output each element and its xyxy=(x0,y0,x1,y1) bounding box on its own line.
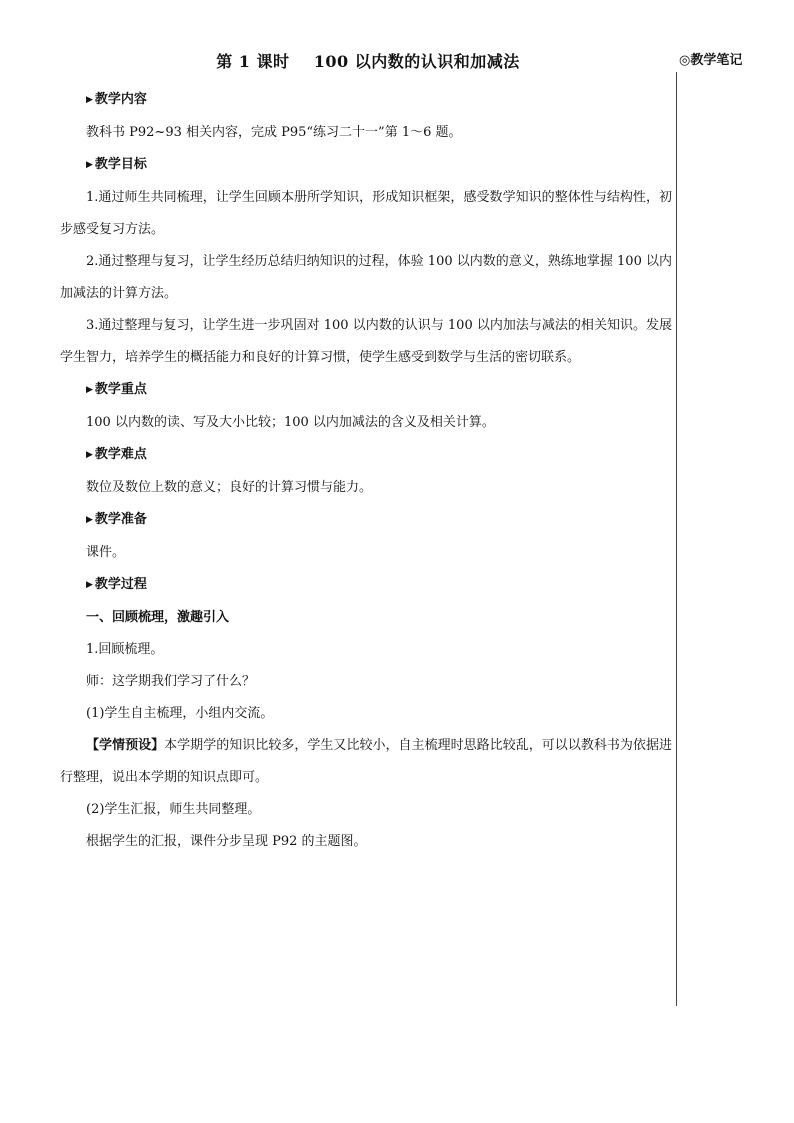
sub-step-1: (1)学生自主梳理，小组内交流。 xyxy=(86,706,274,721)
heading-teaching-content xyxy=(60,84,672,117)
key-points-text: 100 以内数的读、写及大小比较；100 以内加减法的含义及相关计算。 xyxy=(86,415,495,430)
notes-divider xyxy=(676,72,677,1006)
heading-label: 教学目标 xyxy=(94,157,147,172)
preset-tag: 【学情预设】 xyxy=(86,738,165,753)
teaching-content-text: 教科书 P92~93 相关内容，完成 P95“练习二十一”第 1～6 题。 xyxy=(86,125,462,140)
triangle-bullet-icon: ▶ xyxy=(86,580,93,590)
heading-preparation xyxy=(60,504,672,537)
goal-2: 2.通过整理与复习，让学生经历总结归纳知识的过程，体验 100 以内数的意义，熟练地掌握 100 以内加减法的计算方法。 xyxy=(60,254,672,301)
triangle-bullet-icon: ▶ xyxy=(86,160,93,170)
difficulties-text: 数位及数位上数的意义；良好的计算习惯与能力。 xyxy=(86,480,373,495)
triangle-bullet-icon: ▶ xyxy=(86,450,93,460)
teaching-notes-label: ◎教学笔记 xyxy=(679,53,743,68)
last-line: 根据学生的汇报，课件分步呈现 P92 的主题图。 xyxy=(86,834,367,849)
step-1: 1.回顾梳理。 xyxy=(86,642,164,657)
goal-1: 1.通过师生共同梳理，让学生回顾本册所学知识，形成知识框架，感受数学知识的整体性与结构性，初步感受复习方法。 xyxy=(60,190,672,237)
triangle-bullet-icon: ▶ xyxy=(86,95,93,105)
preset-text: 本学期学的知识比较多，学生又比较小，自主梳理时思路比较乱，可以以教科书为依据进行整理，说出本学期的知识点即可。 xyxy=(60,738,672,785)
section-1-title: 一、回顾梳理，激趣引入 xyxy=(86,610,230,625)
triangle-bullet-icon: ▶ xyxy=(86,515,93,525)
heading-label: 教学难点 xyxy=(94,447,147,462)
heading-label: 教学过程 xyxy=(94,577,147,592)
heading-label: 教学准备 xyxy=(94,512,147,527)
page-title: 第 1 课时 100 以内数的认识和加减法 xyxy=(216,52,520,71)
goal-3: 3.通过整理与复习，让学生进一步巩固对 100 以内数的认识与 100 以内加法与减法的相关知识。发展学生智力，培养学生的概括能力和良好的计算习惯，使学生感受到数学与生活的密切联系。 xyxy=(60,318,672,365)
lesson-content xyxy=(60,84,672,858)
heading-label: 教学内容 xyxy=(94,92,147,107)
heading-key-points xyxy=(60,374,672,407)
teacher-question: 师：这学期我们学习了什么？ xyxy=(86,674,256,689)
sub-step-2: (2)学生汇报，师生共同整理。 xyxy=(86,802,261,817)
heading-process xyxy=(60,569,672,602)
heading-label: 教学重点 xyxy=(94,382,147,397)
triangle-bullet-icon: ▶ xyxy=(86,385,93,395)
heading-teaching-goals xyxy=(60,149,672,182)
preparation-text: 课件。 xyxy=(86,545,126,560)
heading-difficulties xyxy=(60,439,672,472)
learning-preset xyxy=(60,730,672,794)
